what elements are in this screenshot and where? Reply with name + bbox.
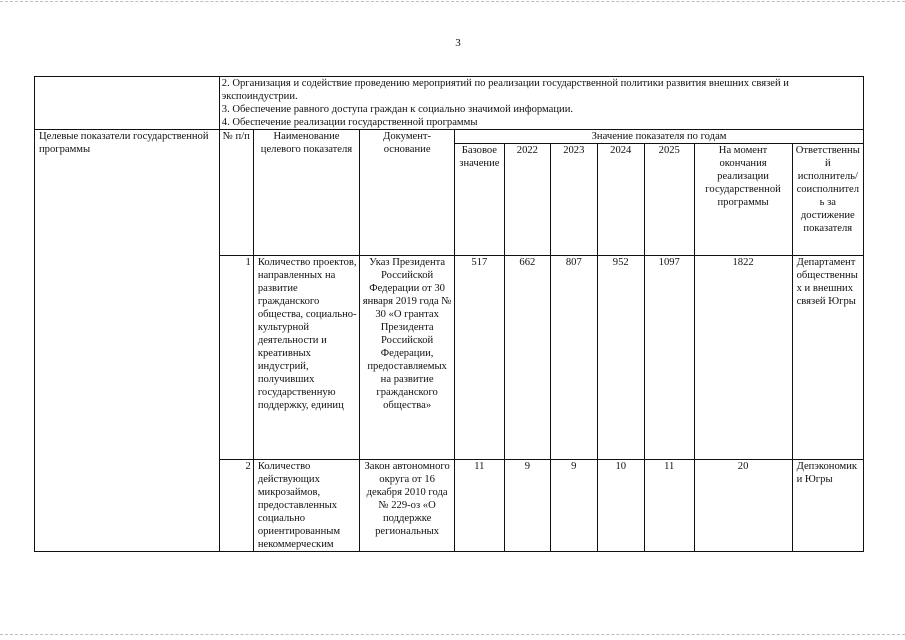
header-responsible: Ответственный исполнитель/соисполнитель за достижение показателя: [792, 144, 863, 256]
row-document: Закон автономного округа от 16 декабря 2010 года № 229-оз «О поддержке региональных: [360, 460, 455, 552]
header-2023: 2023: [551, 144, 597, 256]
row-indicator-name: Количество проектов, направленных на развитие гражданского общества, социально-культурной деятельности и креативных индустрий, получивших государственную поддержку, единиц: [253, 256, 359, 460]
program-passport-table: [34, 76, 864, 552]
header-row-group: [35, 130, 864, 144]
goals-cell: [219, 77, 863, 130]
row-value-2024: 952: [597, 256, 644, 460]
row-value-2022: 662: [504, 256, 550, 460]
scan-edge-bottom: [0, 634, 905, 635]
row-document: Указ Президента Российской Федерации от 30 января 2019 года № 30 «О грантах Президента Российской Федерации, предоставляемых на развитие гражданского общества»: [360, 256, 455, 460]
section-label: Целевые показатели государственной программы: [35, 130, 220, 552]
row-base-value: 11: [455, 460, 505, 552]
row-value-2024: 10: [597, 460, 644, 552]
row-responsible: Депэкономики Югры: [792, 460, 863, 552]
row-value-2025: 11: [644, 460, 694, 552]
row-num: 2: [219, 460, 253, 552]
goal-item: 4. Обеспечение реализации государственной программы: [221, 117, 478, 128]
row-value-2023: 807: [551, 256, 597, 460]
goals-row: [35, 77, 864, 130]
scan-edge-top: [0, 1, 905, 2]
row-base-value: 517: [455, 256, 505, 460]
row-value-end: 1822: [694, 256, 792, 460]
row-value-end: 20: [694, 460, 792, 552]
header-name: Наименование целевого показателя: [253, 130, 359, 256]
goals-label-cell: [35, 77, 220, 130]
goal-item: 3. Обеспечение равного доступа граждан к социально значимой информации.: [221, 104, 574, 115]
row-value-2022: 9: [504, 460, 550, 552]
header-num: № п/п: [219, 130, 253, 256]
row-value-2025: 1097: [644, 256, 694, 460]
header-values-group: Значение показателя по годам: [455, 130, 864, 144]
header-doc: Документ-основание: [360, 130, 455, 256]
header-2022: 2022: [504, 144, 550, 256]
header-base: Базовое значение: [455, 144, 505, 256]
goal-item: 2. Организация и содействие проведению мероприятий по реализации государственной политики развития внешних связей и экспоиндустрии.: [221, 78, 789, 102]
row-responsible: Департамент общественных и внешних связей Югры: [792, 256, 863, 460]
row-num: 1: [219, 256, 253, 460]
header-2024: 2024: [597, 144, 644, 256]
page-number: 3: [455, 37, 461, 49]
row-value-2023: 9: [551, 460, 597, 552]
header-end: На момент окончания реализации государственной программы: [694, 144, 792, 256]
row-indicator-name: Количество действующих микрозаймов, предоставленных социально ориентированным некоммерческим: [253, 460, 359, 552]
header-2025: 2025: [644, 144, 694, 256]
